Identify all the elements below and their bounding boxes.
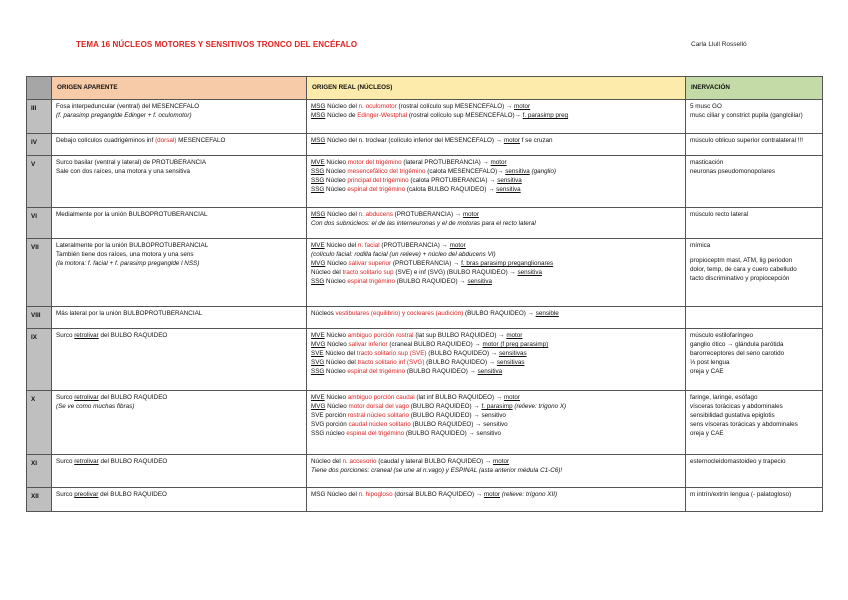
header-inervacion: INERVACIÓN <box>686 77 823 100</box>
text-segment: faringe, laringe, esófago <box>690 394 758 401</box>
nucleus-name: tracto solitario sup <box>342 268 394 276</box>
text-segment: (dorsal BULBO RAQUÍDEO) → <box>392 491 484 498</box>
text-segment: SSG <box>311 167 325 175</box>
nerve-number: VIII <box>27 307 52 329</box>
nucleus-name: motor del trigémino <box>347 159 402 166</box>
cell-line <box>690 211 818 220</box>
text-segment: músculo oblicuo superior contralateral !!! <box>690 137 804 144</box>
text-segment: Núcleo <box>324 277 348 285</box>
text-segment: sensitiva <box>477 367 503 375</box>
cell-line <box>311 278 681 287</box>
nucleus-name: n. hipogloso <box>358 491 393 498</box>
text-segment: Núcleo <box>324 167 348 175</box>
text-segment: barorreceptores del seno carotido <box>690 349 785 357</box>
cell-line <box>311 341 681 350</box>
text-segment: Núcleo <box>324 185 348 193</box>
cell-inerv <box>686 391 823 455</box>
text-segment: MVE <box>311 332 325 339</box>
text-segment: (ganglio) <box>529 167 557 175</box>
text-segment: Debajo colículos cuadrigéminos inf <box>56 137 156 144</box>
cell-line <box>690 137 818 146</box>
text-segment: Núcleo <box>325 259 349 267</box>
cell-line <box>690 368 818 377</box>
text-segment: SSG núcleo <box>311 429 347 437</box>
text-segment: Núcleo <box>325 402 349 410</box>
text-segment: Núcleo del <box>324 242 358 249</box>
cell-line <box>311 103 681 112</box>
text-segment: (rostral colículo sup MESENCÉFALO) → <box>396 103 514 110</box>
table-row <box>27 239 823 307</box>
nucleus-name: espinal del trigémino <box>347 367 406 375</box>
cell-line <box>311 220 681 229</box>
table-row <box>27 208 823 239</box>
cell-line <box>311 332 681 341</box>
text-segment: (rostral colículo sup MESENCÉFALO)→ <box>407 111 523 119</box>
text-segment: MSG <box>311 111 326 119</box>
text-segment: sensitiva <box>497 176 522 184</box>
cell-line <box>690 458 818 467</box>
text-segment: Surco <box>56 394 75 401</box>
cell-line <box>690 257 818 266</box>
nucleus-name: caudal núcleo solitario <box>348 420 411 428</box>
text-segment: Núcleo <box>324 394 348 401</box>
text-segment: Núcleo <box>324 367 348 375</box>
text-segment: (BULBO RAQUÍDEO) → <box>405 367 478 375</box>
text-segment: Núcleos <box>311 310 336 317</box>
nucleus-name: espinal del trigémino <box>346 429 405 437</box>
cell-real <box>307 239 686 307</box>
text-segment: Tiene dos porciones: craneal (se une al n.vago) y ESPINAL (asta anterior médula C1-C6)! <box>311 466 563 474</box>
nerve-number: XII <box>27 488 52 512</box>
text-segment: Núcleo del <box>323 349 357 357</box>
nerve-table <box>26 76 823 512</box>
text-segment: retrolivar <box>74 332 99 339</box>
cell-line <box>690 266 818 275</box>
text-segment: (Se ve como muchas fibras) <box>56 402 135 410</box>
text-segment: neuronas pseudomonopolares <box>690 167 776 175</box>
cell-real <box>307 307 686 329</box>
cell-line <box>690 341 818 350</box>
table-row <box>27 488 823 512</box>
cell-line <box>311 491 681 500</box>
cell-inerv <box>686 329 823 391</box>
cell-aparente <box>52 134 307 156</box>
text-segment: del BULBO RAQUÍDEO <box>98 458 168 465</box>
cell-line <box>56 403 302 412</box>
nucleus-name: principal del trigémino <box>347 176 409 184</box>
text-segment: (PROTUBERANCIA) → <box>379 242 450 249</box>
text-segment: (craneal BULBO RAQUÍDEO) → <box>387 340 483 348</box>
nucleus-name: rostral núcleo solitario <box>347 411 410 419</box>
nucleus-name: n. abducens <box>358 211 393 218</box>
cell-aparente <box>52 307 307 329</box>
text-segment: Núcleo <box>325 340 349 348</box>
text-segment: Medialmente por la unión BULBOPROTUBERANCIAL <box>56 211 208 218</box>
cell-line <box>690 394 818 403</box>
cell-aparente <box>52 391 307 455</box>
cell-real <box>307 100 686 134</box>
nucleus-name: n. oculomotor <box>358 103 397 110</box>
text-segment: (BULBO RAQUÍDEO) → <box>426 349 499 357</box>
cell-line <box>690 332 818 341</box>
cell-line <box>56 159 302 168</box>
text-segment: mímica <box>690 242 711 249</box>
text-segment: del BULBO RAQUÍDEO <box>98 394 168 401</box>
cell-line <box>311 394 681 403</box>
cell-line <box>311 310 681 319</box>
cell-line <box>311 421 681 430</box>
cell-line <box>311 186 681 195</box>
text-segment: sensitiva <box>505 167 530 175</box>
text-segment: MVG <box>311 340 326 348</box>
text-segment: del BULBO RAQUÍDEO <box>98 491 167 498</box>
nerve-number: IX <box>27 329 52 391</box>
text-segment: (lat inf BULBO RAQUÍDEO) → <box>414 394 504 401</box>
text-segment: SVG porción <box>311 420 349 428</box>
cell-line <box>311 177 681 186</box>
table-body <box>27 100 823 512</box>
text-segment: dolor, temp, de cara y cuero cabelludo <box>690 265 797 273</box>
cell-line <box>311 368 681 377</box>
text-segment: (SVE) e inf (SVG) (BULBO RAQUÍDEO) → <box>393 268 518 276</box>
page-title: TEMA 16 NÚCLEOS MOTORES Y SENSITIVOS TRONCO DEL ENCÉFALO <box>76 40 358 49</box>
text-segment: Surco <box>56 458 75 465</box>
text-segment: motor (f preg parasimp) <box>482 340 549 348</box>
text-segment: Sale con dos raíces, una motora y una sensitiva <box>56 167 191 175</box>
text-segment: MVG <box>311 259 326 267</box>
text-segment: m intrín/extrín lengua (- palatogloso) <box>690 491 792 498</box>
table-row <box>27 307 823 329</box>
text-segment: SSG <box>311 185 325 193</box>
cell-line <box>56 251 302 260</box>
cell-line <box>690 421 818 430</box>
text-segment: MVE <box>311 159 325 166</box>
text-segment: (calota BULBO RAQUÍDEO) → <box>405 185 497 193</box>
text-segment: retrolivar <box>74 394 99 401</box>
cell-inerv <box>686 307 823 329</box>
text-segment: Surco <box>56 491 75 498</box>
nucleus-name: salivar superior <box>348 259 392 267</box>
nucleus-name: n. accesorio <box>342 458 377 465</box>
cell-line <box>56 211 302 220</box>
text-segment: Núcleo de <box>325 111 358 119</box>
cell-line <box>311 412 681 421</box>
text-segment: Núcleo del <box>324 358 358 366</box>
text-segment: SSG <box>311 176 325 184</box>
cell-aparente <box>52 455 307 488</box>
table-row <box>27 329 823 391</box>
cell-line <box>56 242 302 251</box>
text-segment: Núcleo del n. troclear (colículo inferior del MESENCÉFALO) → <box>325 137 504 144</box>
text-segment: Surco <box>56 332 75 339</box>
cell-line <box>311 350 681 359</box>
text-segment: Núcleo del <box>311 268 343 276</box>
text-segment: (PROTUBERANCIA) → <box>391 259 462 267</box>
text-segment: ganglio ótico → glándula parótida <box>690 340 784 348</box>
text-segment: SVE <box>311 349 324 357</box>
nucleus-name: tracto solitario sup (SVE) <box>356 349 427 357</box>
text-segment: f. bras parasimp preganglionares <box>461 259 554 267</box>
text-segment: (BULBO RAQUÍDEO) → <box>463 310 536 317</box>
text-segment: (relieve: trígono X) <box>512 402 567 410</box>
cell-line <box>56 491 302 500</box>
nerve-number: VII <box>27 239 52 307</box>
nerve-number: III <box>27 100 52 134</box>
text-segment: (calota PROTUBERANCIA) → <box>408 176 498 184</box>
nucleus-name: ambiguo porción caudal <box>347 394 415 401</box>
text-segment: sensitiva <box>517 268 542 276</box>
author-name: Carla Llull Rosselló <box>691 41 747 48</box>
text-segment: (la motora: f. facial + f. parasimp preganglde l NSS) <box>56 259 200 267</box>
text-segment: oreja y CAE <box>690 429 724 437</box>
text-segment: vísceras torácicas y abdominales <box>690 402 783 410</box>
cell-line <box>56 310 302 319</box>
text-segment: MSG Núcleo del <box>311 491 359 498</box>
text-segment: sensitiva <box>496 185 521 193</box>
text-segment: Núcleo <box>324 159 348 166</box>
cell-line <box>56 103 302 112</box>
text-segment: oreja y CAE <box>690 367 724 375</box>
cell-line <box>690 275 818 284</box>
text-segment: musc ciliar y constrict pupila (ganglciliar) <box>690 111 803 119</box>
text-segment: (BULBO RAQUÍDEO) → sensitivo <box>409 411 506 419</box>
text-segment: MSG <box>311 211 326 218</box>
cell-line <box>690 403 818 412</box>
cell-line <box>311 260 681 269</box>
text-segment: (BULBO RAQUÍDEO) → sensitivo <box>404 429 502 437</box>
nucleus-name: espinal trigémino <box>347 277 396 285</box>
text-segment: motor <box>503 137 520 144</box>
text-segment: (relieve: trígono XII) <box>500 491 558 498</box>
cell-line <box>311 467 681 476</box>
text-segment: Núcleo del <box>311 458 343 465</box>
nerve-number: X <box>27 391 52 455</box>
text-segment: MVE <box>311 242 325 249</box>
cell-line <box>311 269 681 278</box>
text-segment: Núcleo <box>324 176 348 184</box>
text-segment: SSG <box>311 277 325 285</box>
nucleus-name: ambiguo porción rostral <box>347 332 414 339</box>
cell-real <box>307 134 686 156</box>
nucleus-name: motor dorsal del vago <box>348 402 410 410</box>
cell-line <box>690 412 818 421</box>
nucleus-name: Edinger-Westphal <box>357 111 408 119</box>
text-segment: motor <box>514 103 531 110</box>
text-segment: retrolivar <box>74 458 99 465</box>
text-segment: f. parasimp preg <box>522 111 569 119</box>
text-segment: MSG <box>311 103 326 110</box>
text-segment: (PROTUBERANCIA) → <box>392 211 463 218</box>
cell-inerv <box>686 100 823 134</box>
cell-line <box>311 211 681 220</box>
cell-aparente <box>52 156 307 208</box>
text-segment: motor <box>490 159 507 166</box>
text-segment: MVG <box>311 402 326 410</box>
text-segment: (BULBO RAQUÍDEO) → <box>424 358 497 366</box>
text-segment: Núcleo del <box>325 103 359 110</box>
text-segment: (lat sup BULBO RAQUÍDEO) → <box>413 332 507 339</box>
text-segment: músculo recto lateral <box>690 211 749 218</box>
cell-line <box>56 168 302 177</box>
text-segment: sensibilidad gustativa epiglotis <box>690 411 775 419</box>
cell-inerv <box>686 134 823 156</box>
cell-line <box>56 458 302 467</box>
cell-line <box>56 332 302 341</box>
text-segment: f. parasimp <box>481 402 513 410</box>
cell-line <box>690 430 818 439</box>
cell-line <box>311 403 681 412</box>
text-segment: sens vísceras torácicas y abdominales <box>690 420 798 428</box>
cell-real <box>307 455 686 488</box>
cell-aparente <box>52 488 307 512</box>
text-segment: (lateral PROTUBERANCIA) → <box>401 159 491 166</box>
cell-real <box>307 329 686 391</box>
text-segment: motor <box>449 242 466 249</box>
cell-inerv <box>686 156 823 208</box>
nucleus-name: mesencefálico del trigémino <box>347 167 426 175</box>
text-segment: esternocleidomastoideo y trapecio <box>690 458 786 465</box>
header-origen-aparente: ORIGEN APARENTE <box>52 77 307 100</box>
cell-line <box>311 359 681 368</box>
text-segment: (BULBO RAQUÍDEO) → <box>395 277 468 285</box>
cell-line <box>690 359 818 368</box>
text-segment: músculo estilofaríngeo <box>690 332 754 339</box>
nerve-number: V <box>27 156 52 208</box>
text-segment: sensitivas <box>498 349 527 357</box>
text-segment: sensible <box>535 310 559 317</box>
table-header-row <box>27 77 823 100</box>
nucleus-name: espinal del trigémino <box>347 185 406 193</box>
text-segment: f se cruzan <box>519 137 553 144</box>
nucleus-name: n. facial <box>357 242 380 249</box>
nerve-number: XI <box>27 455 52 488</box>
text-segment: 5 musc GO <box>690 103 722 110</box>
text-segment: (calota MESENCÉFALO)→ <box>425 167 506 175</box>
cell-line <box>311 112 681 121</box>
cell-line <box>311 168 681 177</box>
text-segment: sensitiva <box>467 277 492 285</box>
text-segment: SSG <box>311 367 325 375</box>
text-segment: SVG <box>311 358 325 366</box>
text-segment: Lateralmente por la unión BULBOPROTUBERANCIAL <box>56 242 209 249</box>
nucleus-name: (dorsal) <box>155 137 177 144</box>
text-segment: propioceptm mast, ATM, lig periodon <box>690 256 793 264</box>
text-segment: motor <box>483 491 501 498</box>
text-segment: del BULBO RAQUÍDEO <box>98 332 168 339</box>
text-segment: (caudal y lateral BULBO RAQUÍDEO) → <box>376 458 493 465</box>
table-row <box>27 156 823 208</box>
text-segment: Núcleo <box>324 332 348 339</box>
cell-line <box>311 251 681 260</box>
cell-aparente <box>52 329 307 391</box>
cell-inerv <box>686 208 823 239</box>
text-segment: Con dos subnúcleos: el de las interneuronas y el de motoras para el recto lateral <box>311 219 536 227</box>
cell-line <box>690 168 818 177</box>
cell-line <box>56 137 302 146</box>
cell-real <box>307 488 686 512</box>
cell-line <box>311 458 681 467</box>
nucleus-name: tracto solitario inf (SVG) <box>357 358 425 366</box>
cell-inerv <box>686 488 823 512</box>
text-segment: masticación <box>690 159 724 166</box>
text-segment: MSG <box>311 137 326 144</box>
cell-inerv <box>686 455 823 488</box>
text-segment: MVE <box>311 394 325 401</box>
text-segment: (colículo facial: rodilla facial (un relieve) + núcleo del abducens VI) <box>311 250 496 258</box>
text-segment: tacto discriminativo y propiocepción <box>690 274 790 282</box>
table-row <box>27 391 823 455</box>
text-segment: sensitivas <box>496 358 525 366</box>
cell-aparente <box>52 239 307 307</box>
text-segment: SVE porción <box>311 411 348 419</box>
cell-line <box>690 103 818 112</box>
cell-line <box>56 394 302 403</box>
text-segment: motor <box>493 458 510 465</box>
text-segment: (f. parasimp preganglde Edinger + f. oculomotor) <box>56 111 192 119</box>
table-row <box>27 100 823 134</box>
cell-line <box>690 242 818 251</box>
text-segment: También tiene dos raíces, una motora y una sens <box>56 250 194 258</box>
table-row <box>27 455 823 488</box>
cell-line <box>56 112 302 121</box>
cell-line <box>311 137 681 146</box>
cell-aparente <box>52 208 307 239</box>
cell-line <box>690 491 818 500</box>
cell-line <box>311 430 681 439</box>
cell-aparente <box>52 100 307 134</box>
nerve-number: IV <box>27 134 52 156</box>
text-segment: Núcleo del <box>325 211 359 218</box>
nucleus-name: vestibulares (equilibrio) y cocleares (audición) <box>335 310 464 317</box>
header-num <box>27 77 52 100</box>
cell-line <box>690 350 818 359</box>
text-segment: motor <box>506 332 523 339</box>
cell-inerv <box>686 239 823 307</box>
cell-real <box>307 208 686 239</box>
text-segment: ⅓ post lengua <box>690 358 730 366</box>
cell-line <box>56 260 302 269</box>
cell-line <box>690 159 818 168</box>
cell-line <box>311 242 681 251</box>
cell-line <box>311 159 681 168</box>
cell-real <box>307 156 686 208</box>
cell-line <box>690 112 818 121</box>
text-segment: (BULBO RAQUÍDEO) → sensitivo <box>410 420 508 428</box>
text-segment: preolivar <box>74 491 99 498</box>
text-segment: Fosa interpeduncular (ventral) del MESENCÉFALO <box>56 103 200 110</box>
text-segment: motor <box>503 394 520 401</box>
text-segment: Más lateral por la unión BULBOPROTUBERANCIAL <box>56 310 203 317</box>
text-segment: MESENCÉFALO <box>176 137 226 144</box>
nerve-number: VI <box>27 208 52 239</box>
nucleus-name: salivar inferior <box>348 340 388 348</box>
header-origen-real: ORIGEN REAL (NÚCLEOS) <box>307 77 686 100</box>
table-row <box>27 134 823 156</box>
text-segment: (BULBO RAQUÍDEO) → <box>409 402 482 410</box>
text-segment: motor <box>462 211 480 218</box>
cell-real <box>307 391 686 455</box>
text-segment: Surco basilar (ventral y lateral) de PROTUBERANCIA <box>56 159 207 166</box>
